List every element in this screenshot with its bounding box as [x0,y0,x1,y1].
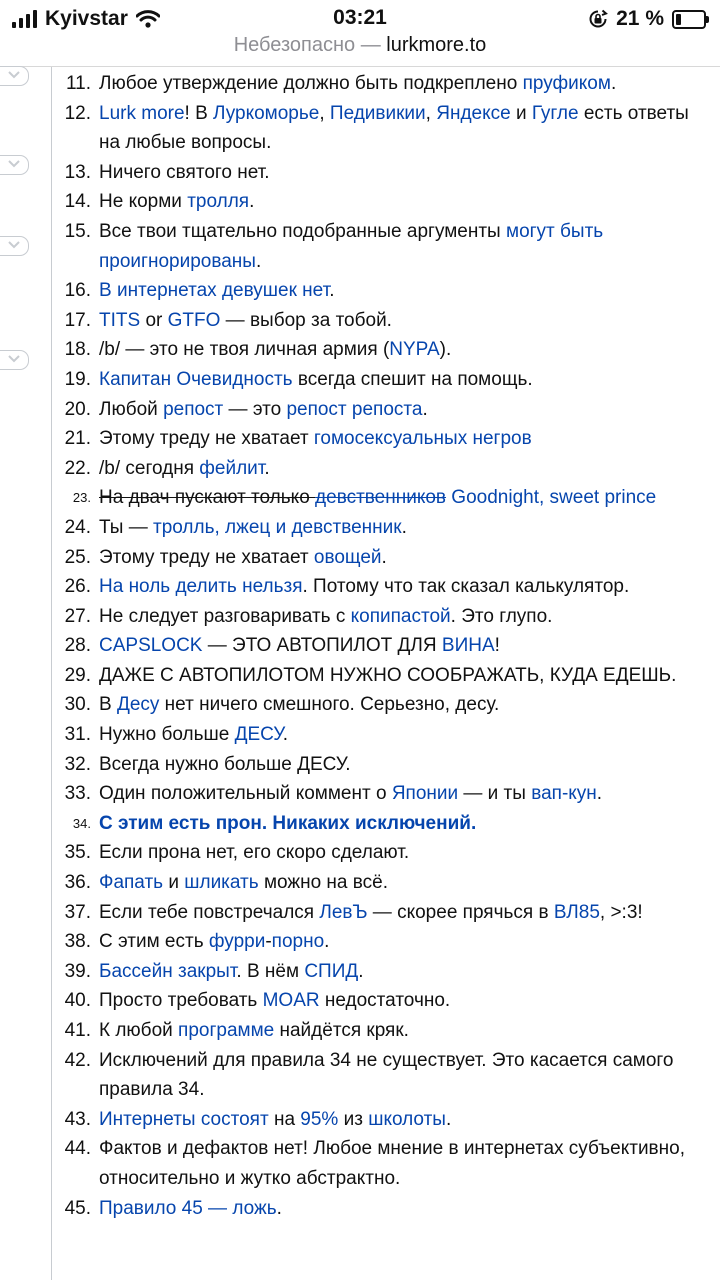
rule-number: 23. [72,490,91,506]
rule-item [0,69,720,99]
rule-number: 26. [64,576,91,598]
battery-icon [672,10,706,29]
rule-item [0,217,720,276]
wiki-link[interactable]: репост [163,398,224,420]
rule-number: 20. [64,398,91,420]
rule-text: Этому треду не хватает [99,428,314,450]
rule-text: и [510,102,532,124]
rule-item [0,690,720,720]
rule-text: , [425,102,437,124]
wiki-link[interactable]: На ноль делить нельзя [99,576,303,598]
rule-item [0,276,720,306]
rule-text: Исключений для правила 34 не существует. Это касается самого правила 34. [99,1049,674,1101]
rule-item [0,335,720,365]
rule-item [0,1016,720,1046]
rule-number: 11. [65,73,91,94]
rule-text: Один положительный коммент о [99,783,392,805]
rule-item [0,720,720,750]
rule-number: 13. [64,161,91,183]
rule-item [0,986,720,1016]
rule-number: 28. [64,635,91,657]
rule-text: Любое утверждение должно быть подкреплено [99,73,523,94]
rule-text: or [140,309,168,331]
wiki-link[interactable]: СПИД [304,960,359,982]
rule-text: Любой [99,398,164,420]
rule-text: ). [439,339,452,361]
rule-text: . [255,250,262,272]
rule-text: . Это глупо. [450,605,553,627]
rule-text: . [596,783,603,805]
rule-item [0,661,720,691]
rule-number: 41. [64,1020,91,1041]
rule-item [0,365,720,395]
rule-text: ДАЖЕ С АВТОПИЛОТОМ НУЖНО СООБРАЖАТЬ, КУДА ЕДЕШЬ. [99,664,677,686]
rule-text: С этим есть [99,931,209,953]
rule-text: . [401,516,407,538]
rule-text: . Потому что так сказал калькулятор. [302,576,630,598]
rule-text: . [422,398,428,420]
rule-number: 32. [64,753,91,775]
battery-level [676,14,681,25]
rule-text: Не следует разговаривать с [99,605,351,627]
wiki-link[interactable]: овощей [313,546,382,568]
rule-number: 17. [64,309,91,331]
wiki-link[interactable]: фурри [208,931,266,953]
rule-text: Все твои тщательно подобранные аргументы [99,220,506,242]
rule-text: можно на всё. [258,872,388,894]
rule-item [0,483,720,513]
rule-item [0,1105,720,1135]
status-bar [0,0,720,34]
rule-item [0,1134,720,1193]
rule-text: найдётся кряк. [274,1020,409,1041]
rule-item [0,838,720,868]
wiki-link[interactable]: MOAR [262,990,320,1012]
rule-item [0,1046,720,1105]
rule-item [0,1194,720,1224]
rule-text: Этому треду не хватает [99,546,314,568]
rule-item [0,868,720,898]
orientation-lock-icon [588,9,608,29]
rule-text: . [610,73,617,94]
rule-item [0,779,720,809]
wiki-link[interactable]: Lurk more [99,102,185,124]
wiki-link[interactable]: Яндексе [436,102,511,124]
rule-number: 19. [64,368,91,390]
rule-text: . [329,280,335,302]
wiki-link[interactable]: 95% [300,1108,339,1130]
rule-item [0,306,720,336]
rule-text: /b/ сегодня [99,457,200,479]
rule-text: — ЭТО АВТОПИЛОТ ДЛЯ [202,635,442,657]
rule-text: — выбор за тобой. [220,309,392,331]
rule-number: 45. [64,1197,91,1219]
rule-number: 34. [72,815,91,831]
rule-text: есть ответы на любые вопросы. [99,102,689,154]
rule-text: . [249,191,255,213]
rule-item [0,424,720,454]
wiki-link[interactable]: репост репоста [286,398,423,420]
wiki-link[interactable]: Десу [116,694,160,716]
wiki-link[interactable]: ДЕСУ [234,724,283,746]
wiki-link[interactable]: Интернеты состоят [99,1108,269,1130]
rule-text: . [276,1197,282,1219]
rule-text: Всегда нужно больше ДЕСУ. [99,753,351,775]
rule-number: 42. [64,1049,91,1071]
rule-number: 33. [64,783,91,805]
rule-text: . [264,457,270,479]
wiki-link[interactable]: школоты [368,1108,446,1130]
wiki-link[interactable]: ВЛ85 [553,901,600,923]
rule-text: Если тебе повстречался [99,901,320,923]
wiki-link[interactable]: гомосексуальных негров [313,428,532,450]
wiki-link[interactable]: С этим есть прон. Никаких исключений. [99,812,477,834]
rule-text: . [324,931,330,953]
rule-item [0,543,720,573]
domain-label: lurkmore.to [386,34,487,56]
rule-item [0,750,720,780]
wiki-link[interactable]: Фапать [99,872,164,894]
wiki-link[interactable]: CAPSLOCK [99,635,203,657]
battery-percent: 21 % [616,7,664,30]
wiki-link[interactable]: Goodnight, sweet prince [451,487,657,509]
rule-number: 43. [64,1108,91,1130]
wiki-link[interactable]: могут быть проигнорированы [99,220,604,272]
rule-text: всегда спешит на помощь. [292,368,533,390]
rule-text: Нужно больше [99,724,235,746]
rule-number: 27. [64,605,91,627]
rule-item [0,631,720,661]
rule-text: . [282,724,289,746]
rule-text: Не корми [99,191,188,213]
rule-item [0,602,720,632]
rule-item [0,187,720,217]
wiki-link[interactable]: копипастой [350,605,451,627]
rule-text: , >:3! [599,901,643,923]
rule-number: 35. [64,842,91,864]
rule-text: из [338,1108,369,1130]
address-bar[interactable] [0,34,720,64]
rule-number: 18. [64,339,91,361]
rule-text: . В нём [236,960,305,982]
rule-number: 39. [64,960,91,982]
wiki-link[interactable]: тролля [187,191,250,213]
wiki-link[interactable]: вап-кун [531,783,597,805]
rule-item [0,99,720,158]
rule-text: нет ничего смешного. Серьезно, десу. [159,694,500,716]
rule-number: 40. [64,990,91,1012]
wiki-link[interactable]: шликать [184,872,259,894]
wiki-link[interactable]: Правило 45 — ложь [99,1197,277,1219]
wiki-link[interactable]: TITS [99,309,141,331]
rule-number: 30. [64,694,91,716]
url-separator: — [355,34,387,56]
rule-item [0,898,720,928]
rule-number: 16. [64,280,91,302]
rule-text: Ты — [99,516,153,538]
rule-number: 15. [64,220,91,242]
wiki-link[interactable]: Педивикии [329,102,426,124]
rule-text: — это [223,398,287,420]
rule-text: В [99,694,117,716]
rule-text: Фактов и дефактов нет! Любое мнение в интернетах субъективно, относительно и жутко абстрактно. [99,1138,685,1189]
rule-item [0,957,720,987]
status-right [588,7,706,31]
rule-number: 37. [64,901,91,923]
rules-list [0,69,720,1223]
rule-item [0,927,720,957]
rule-text: на [268,1108,301,1130]
rule-item [0,513,720,543]
wiki-link[interactable]: пруфиком [522,73,611,94]
wiki-link[interactable]: программе [178,1020,275,1041]
wiki-link[interactable]: Луркоморье [213,102,320,124]
rule-number: 22. [64,457,91,479]
rule-item [0,572,720,602]
rule-number: 31. [64,724,91,746]
rule-text: ! [494,635,500,657]
wiki-link[interactable]: ВИНА [441,635,495,657]
wiki-link[interactable]: Бассейн закрыт [99,960,237,982]
wiki-link[interactable]: девственников [315,487,447,509]
rule-text: и [163,872,185,894]
rule-text: — скорее прячься в [367,901,554,923]
rule-text: . [381,546,387,568]
rule-text: Ничего святого нет. [99,161,270,183]
rule-text: . [358,960,364,982]
wiki-link[interactable]: ЛевЪ [319,901,368,923]
rule-text: ! В [184,102,214,124]
wiki-link[interactable]: GTFO [167,309,221,331]
wiki-link[interactable]: тролль, лжец и девственник [153,516,402,538]
rule-item [0,454,720,484]
rule-number: 38. [64,931,91,953]
carrier-name: Kyivstar [45,7,128,30]
rule-number: 14. [64,191,91,213]
rule-text: . [445,1108,452,1130]
rule-text: К любой [99,1020,179,1041]
wiki-link[interactable]: порно [271,931,325,953]
rule-text: /b/ — это не твоя личная армия ( [99,339,390,361]
rule-number: 44. [64,1138,91,1160]
rule-number: 21. [64,428,91,450]
wiki-link[interactable]: Японии [391,783,459,805]
rule-number: 25. [64,546,91,568]
toolbar-divider [0,66,720,67]
rule-item [0,158,720,188]
rule-text: Просто требовать [99,990,263,1012]
wiki-link[interactable]: Гугле [531,102,579,124]
status-time: 03:21 [333,6,387,29]
rule-text: , [319,102,330,124]
rule-text: - [265,931,272,953]
wiki-link[interactable]: NYPA [389,339,440,361]
rule-number: 36. [64,872,91,894]
rule-item [0,809,720,839]
rule-text: — и ты [458,783,532,805]
wiki-link[interactable]: фейлит [199,457,265,479]
rule-text: На двач пускают только [99,487,316,509]
rule-text: Если прона нет, его скоро сделают. [99,842,410,864]
wiki-link[interactable]: В интернетах девушек нет [99,280,330,302]
rule-number: 24. [64,516,91,538]
security-label: Небезопасно [233,34,356,56]
rule-item [0,395,720,425]
rule-number: 12. [64,102,91,124]
rule-number: 29. [64,664,91,686]
rule-text: недостаточно. [319,990,451,1012]
wiki-link[interactable]: Капитан Очевидность [99,368,293,390]
